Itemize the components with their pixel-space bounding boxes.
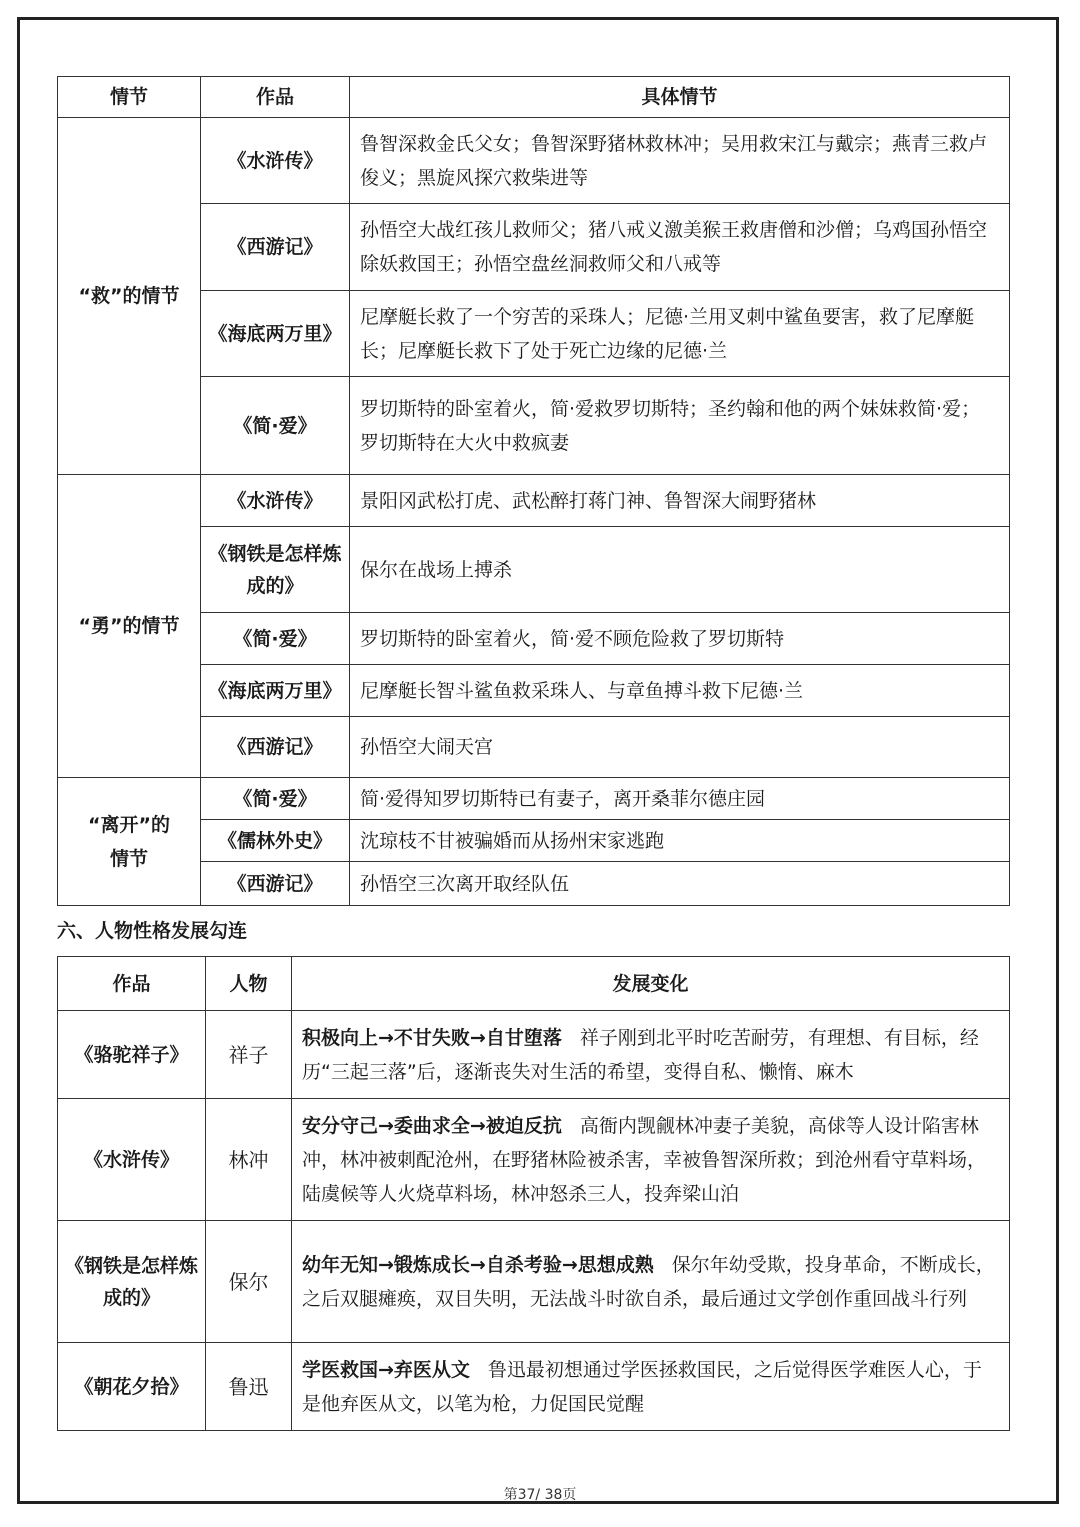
- table-row: [58, 475, 1010, 527]
- section-title: 六、人物性格发展勾连: [57, 920, 248, 942]
- work-cell: 《骆驼祥子》: [58, 1011, 206, 1099]
- table-row: [58, 1221, 1010, 1343]
- character-table: [57, 956, 1010, 1431]
- person-cell: 林冲: [206, 1099, 292, 1221]
- work-cell: 《西游记》: [201, 204, 350, 291]
- header-plot: 情节: [58, 77, 201, 118]
- header-person: 人物: [206, 957, 292, 1011]
- table-row: [58, 1011, 1010, 1099]
- development-desc: 祥子刚到北平时吃苦耐劳，有理想、有目标，经历“三起三落”后，逐渐丧失对生活的希望，变得自私、懒惰、麻木: [302, 1026, 979, 1083]
- trend-text: 幼年无知→锻炼成长→自杀考验→思想成熟: [302, 1253, 654, 1276]
- work-cell: 《海底两万里》: [201, 665, 350, 717]
- development-cell: [292, 1011, 1010, 1099]
- table-row: [58, 717, 1010, 778]
- table-row: [58, 778, 1010, 820]
- work-cell: 《简·爱》: [201, 377, 350, 475]
- category-brave: “勇”的情节: [58, 475, 201, 778]
- category-leave: “离开”的情节: [58, 778, 201, 906]
- detail-cell: 孙悟空大战红孩儿救师父；猪八戒义激美猴王救唐僧和沙僧；乌鸡国孙悟空除妖救国王；孙悟空盘丝洞救师父和八戒等: [350, 204, 1010, 291]
- detail-cell: 尼摩艇长救了一个穷苦的采珠人；尼德·兰用叉刺中鲨鱼要害，救了尼摩艇长；尼摩艇长救下了处于死亡边缘的尼德·兰: [350, 291, 1010, 377]
- work-cell: 《水浒传》: [58, 1099, 206, 1221]
- trend-text: 安分守己→委曲求全→被迫反抗: [302, 1114, 562, 1137]
- development-cell: [292, 1343, 1010, 1431]
- page-number: 第37/ 38页: [503, 1487, 577, 1503]
- detail-cell: 鲁智深救金氏父女；鲁智深野猪林救林冲；吴用救宋江与戴宗；燕青三救卢俊义；黑旋风探穴救柴进等: [350, 118, 1010, 204]
- table-row: [58, 527, 1010, 613]
- detail-cell: 保尔在战场上搏杀: [350, 527, 1010, 613]
- table-row: [58, 1099, 1010, 1221]
- work-cell: 《朝花夕拾》: [58, 1343, 206, 1431]
- detail-cell: 尼摩艇长智斗鲨鱼救采珠人、与章鱼搏斗救下尼德·兰: [350, 665, 1010, 717]
- work-cell: 《水浒传》: [201, 118, 350, 204]
- development-cell: [292, 1099, 1010, 1221]
- detail-cell: 罗切斯特的卧室着火，简·爱不顾危险救了罗切斯特: [350, 613, 1010, 665]
- header-detail: 具体情节: [350, 77, 1010, 118]
- header-work: 作品: [58, 957, 206, 1011]
- development-desc: 保尔年幼受欺，投身革命，不断成长，之后双腿瘫痪，双目失明，无法战斗时欲自杀，最后通过文学创作重回战斗行列: [302, 1253, 995, 1310]
- table-row: [58, 820, 1010, 862]
- table-row: [58, 204, 1010, 291]
- work-cell: 《简·爱》: [201, 778, 350, 820]
- table-row: [58, 862, 1010, 906]
- detail-cell: 简·爱得知罗切斯特已有妻子，离开桑菲尔德庄园: [350, 778, 1010, 820]
- table-row: [58, 377, 1010, 475]
- person-cell: 鲁迅: [206, 1343, 292, 1431]
- work-cell: 《简·爱》: [201, 613, 350, 665]
- work-cell: 《钢铁是怎样炼成的》: [58, 1221, 206, 1343]
- table-row: [58, 665, 1010, 717]
- development-desc: 高衙内觊觎林冲妻子美貌，高俅等人设计陷害林冲，林冲被刺配沧州，在野猪林险被杀害，幸被鲁智深所救；到沧州看守草料场，陆虞候等人火烧草料场，林冲怒杀三人，投奔梁山泊: [302, 1114, 987, 1205]
- plot-table: [57, 76, 1010, 906]
- table-row: [58, 118, 1010, 204]
- table-row: [58, 291, 1010, 377]
- development-desc: 鲁迅最初想通过学医拯救国民，之后觉得医学难医人心，于是他弃医从文，以笔为枪，力促国民觉醒: [302, 1358, 982, 1415]
- work-cell: 《海底两万里》: [201, 291, 350, 377]
- work-cell: 《水浒传》: [201, 475, 350, 527]
- header-development: 发展变化: [292, 957, 1010, 1011]
- work-cell: 《钢铁是怎样炼成的》: [201, 527, 350, 613]
- table-row: [58, 613, 1010, 665]
- header-work: 作品: [201, 77, 350, 118]
- work-cell: 《儒林外史》: [201, 820, 350, 862]
- detail-cell: 孙悟空三次离开取经队伍: [350, 862, 1010, 906]
- table-row: [58, 1343, 1010, 1431]
- work-cell: 《西游记》: [201, 862, 350, 906]
- character-table-header: [58, 957, 1010, 1011]
- work-cell: 《西游记》: [201, 717, 350, 778]
- detail-cell: 孙悟空大闹天宫: [350, 717, 1010, 778]
- detail-cell: 罗切斯特的卧室着火，简·爱救罗切斯特；圣约翰和他的两个妹妹救简·爱；罗切斯特在大火中救疯妻: [350, 377, 1010, 475]
- detail-cell: 沈琼枝不甘被骗婚而从扬州宋家逃跑: [350, 820, 1010, 862]
- trend-text: 积极向上→不甘失败→自甘堕落: [302, 1026, 562, 1049]
- person-cell: 保尔: [206, 1221, 292, 1343]
- detail-cell: 景阳冈武松打虎、武松醉打蒋门神、鲁智深大闹野猪林: [350, 475, 1010, 527]
- category-rescue: “救”的情节: [58, 118, 201, 475]
- development-cell: [292, 1221, 1010, 1343]
- plot-table-header: [58, 77, 1010, 118]
- trend-text: 学医救国→弃医从文: [302, 1358, 470, 1381]
- person-cell: 祥子: [206, 1011, 292, 1099]
